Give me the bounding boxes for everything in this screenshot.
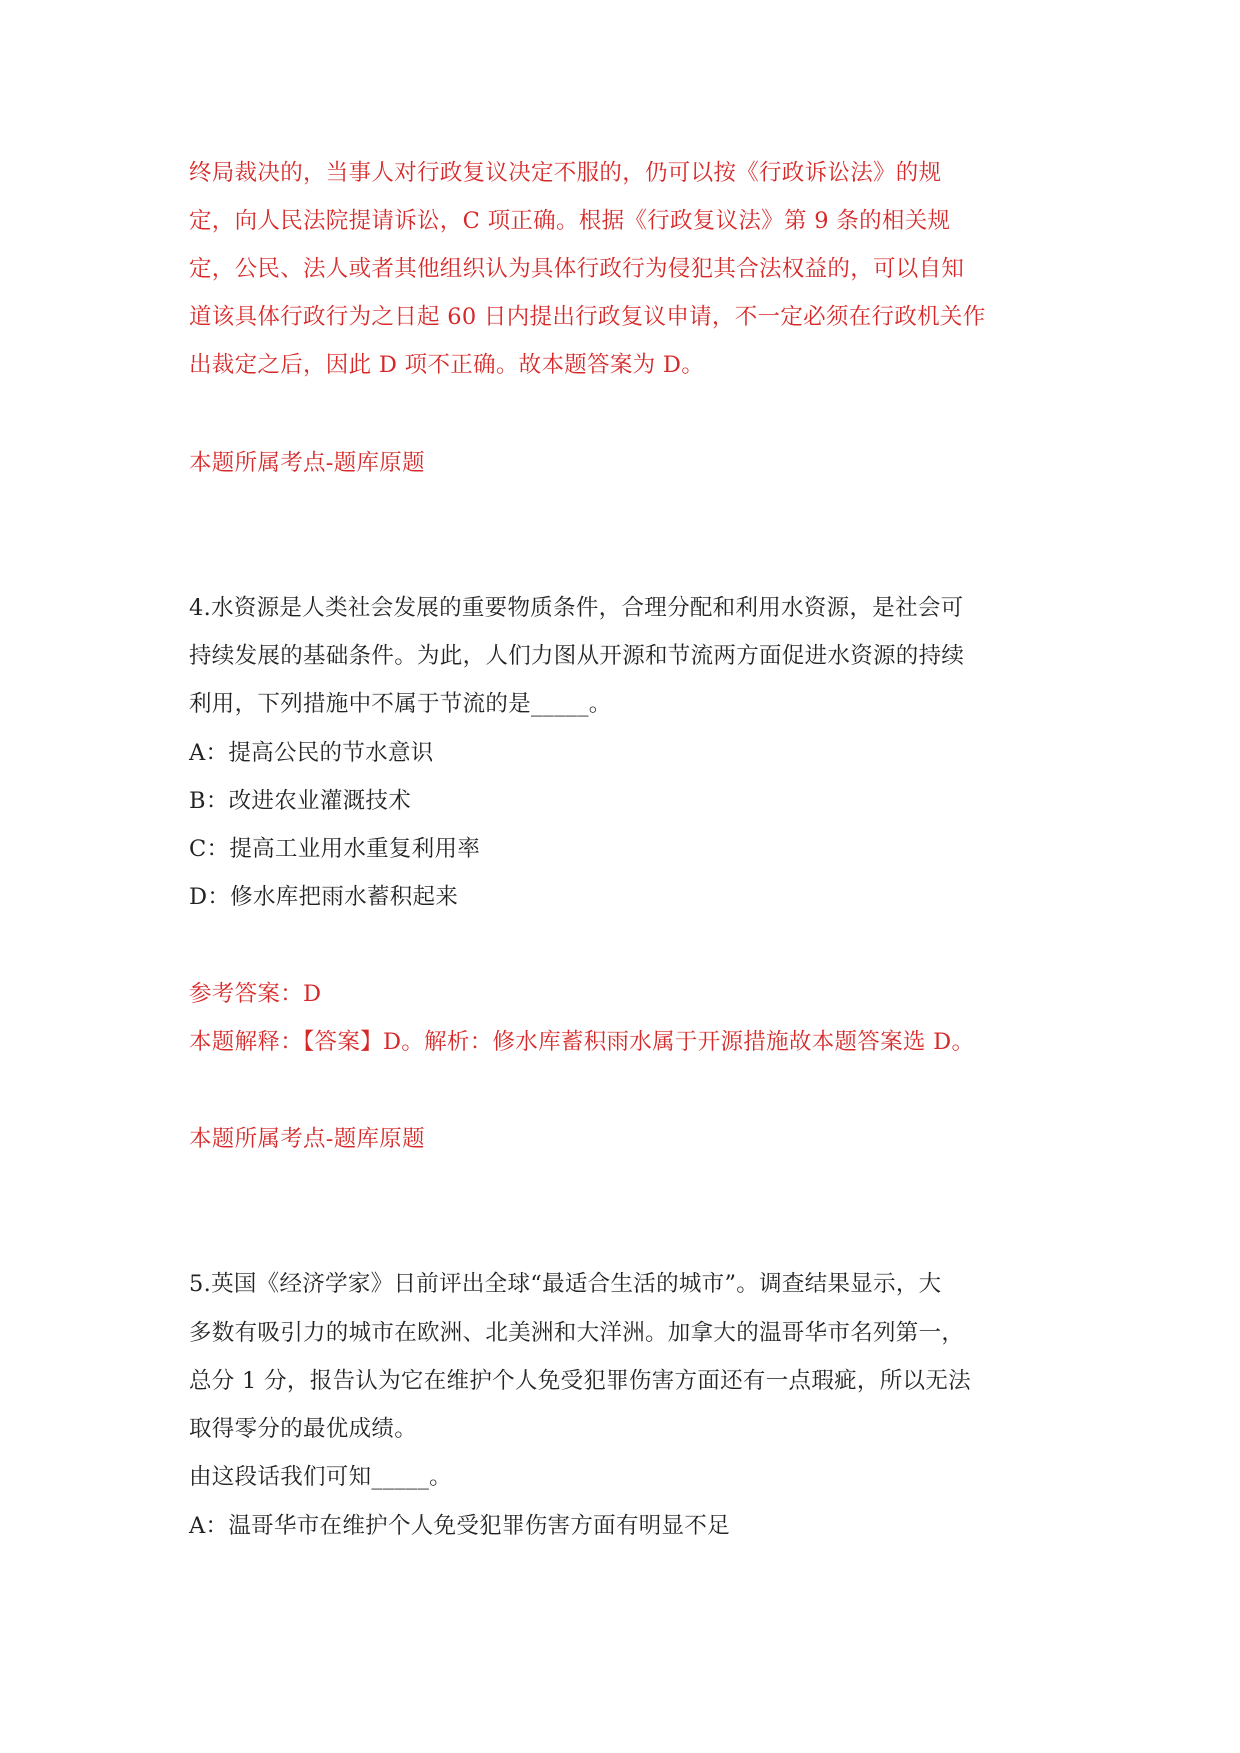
q4-stem-line-2: 持续发展的基础条件。为此，人们力图从开源和节流两方面促进水资源的持续 <box>189 643 965 669</box>
q4-option-a: A：提高公民的节水意识 <box>189 740 434 766</box>
prev-explanation-line-4: 道该具体行政行为之日起 60 日内提出行政复议申请，不一定必须在行政机关作 <box>189 304 986 330</box>
q5-stem-line-4: 取得零分的最优成绩。 <box>189 1416 418 1442</box>
q5-stem-line-5: 由这段话我们可知_____。 <box>189 1464 452 1490</box>
q5-option-a: A：温哥华市在维护个人免受犯罪伤害方面有明显不足 <box>189 1513 730 1539</box>
q4-tag: 本题所属考点-题库原题 <box>189 1126 425 1152</box>
q5-stem-line-3: 总分 1 分，报告认为它在维护个人免受犯罪伤害方面还有一点瑕疵，所以无法 <box>189 1368 971 1394</box>
prev-explanation-line-5: 出裁定之后，因此 D 项不正确。故本题答案为 D。 <box>189 352 705 378</box>
q4-option-d: D：修水库把雨水蓄积起来 <box>189 884 459 910</box>
q4-stem-line-3: 利用，下列措施中不属于节流的是_____。 <box>189 691 612 717</box>
q5-stem-line-1: 5.英国《经济学家》日前评出全球“最适合生活的城市”。调查结果显示，大 <box>189 1271 942 1297</box>
q4-option-c: C：提高工业用水重复利用率 <box>189 836 481 862</box>
q4-stem-line-1: 4.水资源是人类社会发展的重要物质条件，合理分配和利用水资源，是社会可 <box>189 595 964 621</box>
q4-option-b: B：改进农业灌溉技术 <box>189 788 412 814</box>
prev-explanation-line-3: 定，公民、法人或者其他组织认为具体行政行为侵犯其合法权益的，可以自知 <box>189 256 965 282</box>
q4-answer: 参考答案：D <box>189 981 322 1007</box>
prev-explanation-line-2: 定，向人民法院提请诉讼，C 项正确。根据《行政复议法》第 9 条的相关规 <box>189 208 951 234</box>
prev-question-tag: 本题所属考点-题库原题 <box>189 450 425 476</box>
q5-stem-line-2: 多数有吸引力的城市在欧洲、北美洲和大洋洲。加拿大的温哥华市名列第一， <box>189 1320 965 1346</box>
prev-explanation-line-1: 终局裁决的，当事人对行政复议决定不服的，仍可以按《行政诉讼法》的规 <box>189 160 942 186</box>
q4-explanation: 本题解释：【答案】D。解析：修水库蓄积雨水属于开源措施故本题答案选 D。 <box>189 1029 975 1055</box>
